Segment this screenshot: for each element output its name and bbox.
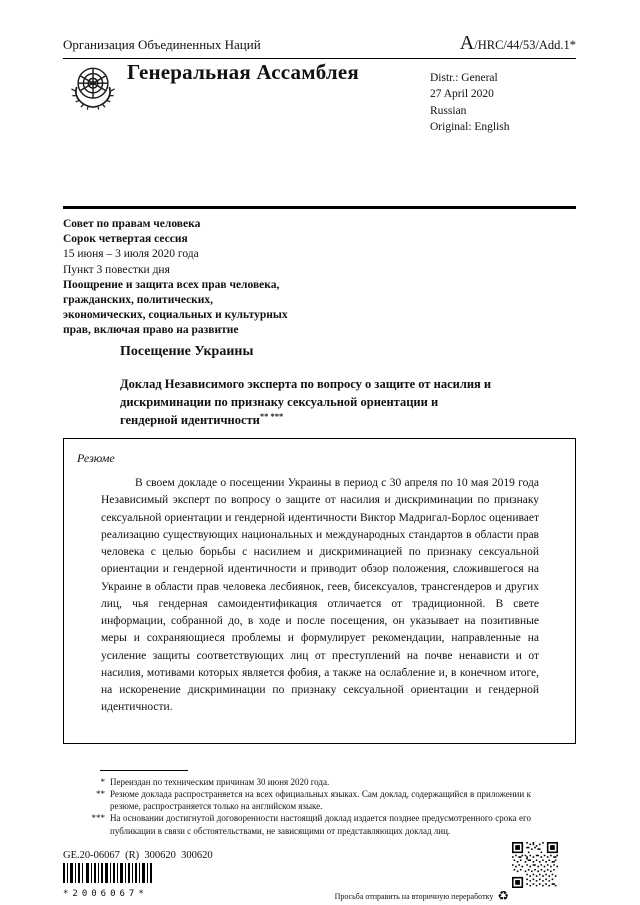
footnote-marker: ** xyxy=(96,789,105,800)
barcode-text: *2006067* xyxy=(63,889,148,899)
assembly-title: Генеральная Ассамблея xyxy=(127,60,359,84)
barcode-icon xyxy=(63,863,153,883)
top-header xyxy=(63,33,576,59)
session-dates: 15 июня – 3 июля 2020 года xyxy=(63,248,199,261)
footnote-row xyxy=(63,788,531,812)
footnote-marker: *** xyxy=(91,813,105,824)
recycle-icon: ♻ xyxy=(497,889,509,904)
un-emblem-icon xyxy=(69,64,117,112)
footnote-marker: * xyxy=(100,777,105,787)
document-symbol-letter: A xyxy=(459,32,475,54)
session-block xyxy=(63,217,383,338)
recycle-note: Просьба отправить на вторичную переработку xyxy=(334,892,494,901)
barcode xyxy=(63,863,155,899)
doc-date: 27 April 2020 xyxy=(430,88,494,101)
recycle-note-row xyxy=(335,890,509,903)
masthead-divider xyxy=(63,206,576,209)
summary-box xyxy=(63,438,576,744)
agenda-title: Поощрение и защита всех прав человека, гражданских, политических, экономических, социальных и культурных прав, включая право на развитие xyxy=(63,278,288,337)
document-symbol xyxy=(460,33,576,53)
footnote-row xyxy=(63,776,531,788)
footnote-text: На основании достигнутой договоренности настоящий доклад издается позднее предусмотренного срока его публикации в связи с обстоятельствами, не зависящими от представляющих доклад лиц. xyxy=(110,813,531,836)
report-title: Посещение Украины xyxy=(120,344,254,359)
council-name: Совет по правам человека xyxy=(63,218,201,230)
footnote-row xyxy=(63,812,531,836)
masthead xyxy=(63,60,576,206)
footnote-marks: ** *** xyxy=(259,411,284,421)
footnote-text: Резюме доклада распространяется на всех официальных языках. Сам доклад, содержащийся в приложении к резюме, распространяется только на английском языке. xyxy=(110,789,531,812)
distribution-block xyxy=(430,70,510,135)
ge-document-number: GE.20-06067 (R) 300620 300620 xyxy=(63,850,213,861)
report-subtitle-text: Доклад Независимого эксперта по вопросу о защите от насилия и дискриминации по признаку сексуальной ориентации и гендерной идентичности xyxy=(120,377,492,428)
document-symbol-rest: /HRC/44/53/Add.1* xyxy=(474,38,576,52)
organization-name: Организация Объединенных Наций xyxy=(63,37,261,52)
report-subtitle xyxy=(120,376,492,430)
doc-language: Russian xyxy=(430,104,467,117)
distr-line: Distr.: General xyxy=(430,72,498,84)
session-number: Сорок четвертая сессия xyxy=(63,233,188,246)
agenda-item: Пункт 3 повестки дня xyxy=(63,263,170,276)
qr-code-icon xyxy=(512,842,558,888)
footnote-separator xyxy=(100,770,188,771)
footnotes xyxy=(63,776,531,837)
footnote-text: Переиздан по техническим причинам 30 июня 2020 года. xyxy=(110,777,330,787)
doc-original-language: Original: English xyxy=(430,120,510,133)
summary-label: Резюме xyxy=(77,451,115,465)
summary-paragraph: В своем докладе о посещении Украины в период с 30 апреля по 10 мая 2019 года Независимый эксперт по вопросу о защите от насилия и дискриминации по признаку сексуальной ориентации и гендерной идентичности Виктор Мадригал-Борлос оценивает реализацию существующих национальных и международных стандартов в области прав человека с целью борьбы с насилием и дискриминацией по признаку сексуальной ориентации и гендерной идентичности и приводит обзор положения, сложившегося на Украине в области прав человека лесбиянок, геев, бисексуалов, трансгендеров и других лиц, чья гендерная самоидентификация отличается от традиционной. В свете информации, собранной до, в ходе и после посещения, он указывает на позитивные меры и сохраняющиеся проблемы и формулирует рекомендации, направленные на усиление защиты соответствующих лиц от преступлений на почве ненависти и от насилия, мотивами которых является фобия, а также на ослабление и, в конечном итоге, на искоренение дискриминации по признаку сексуальной ориентации и гендерной идентичности. xyxy=(101,477,539,714)
